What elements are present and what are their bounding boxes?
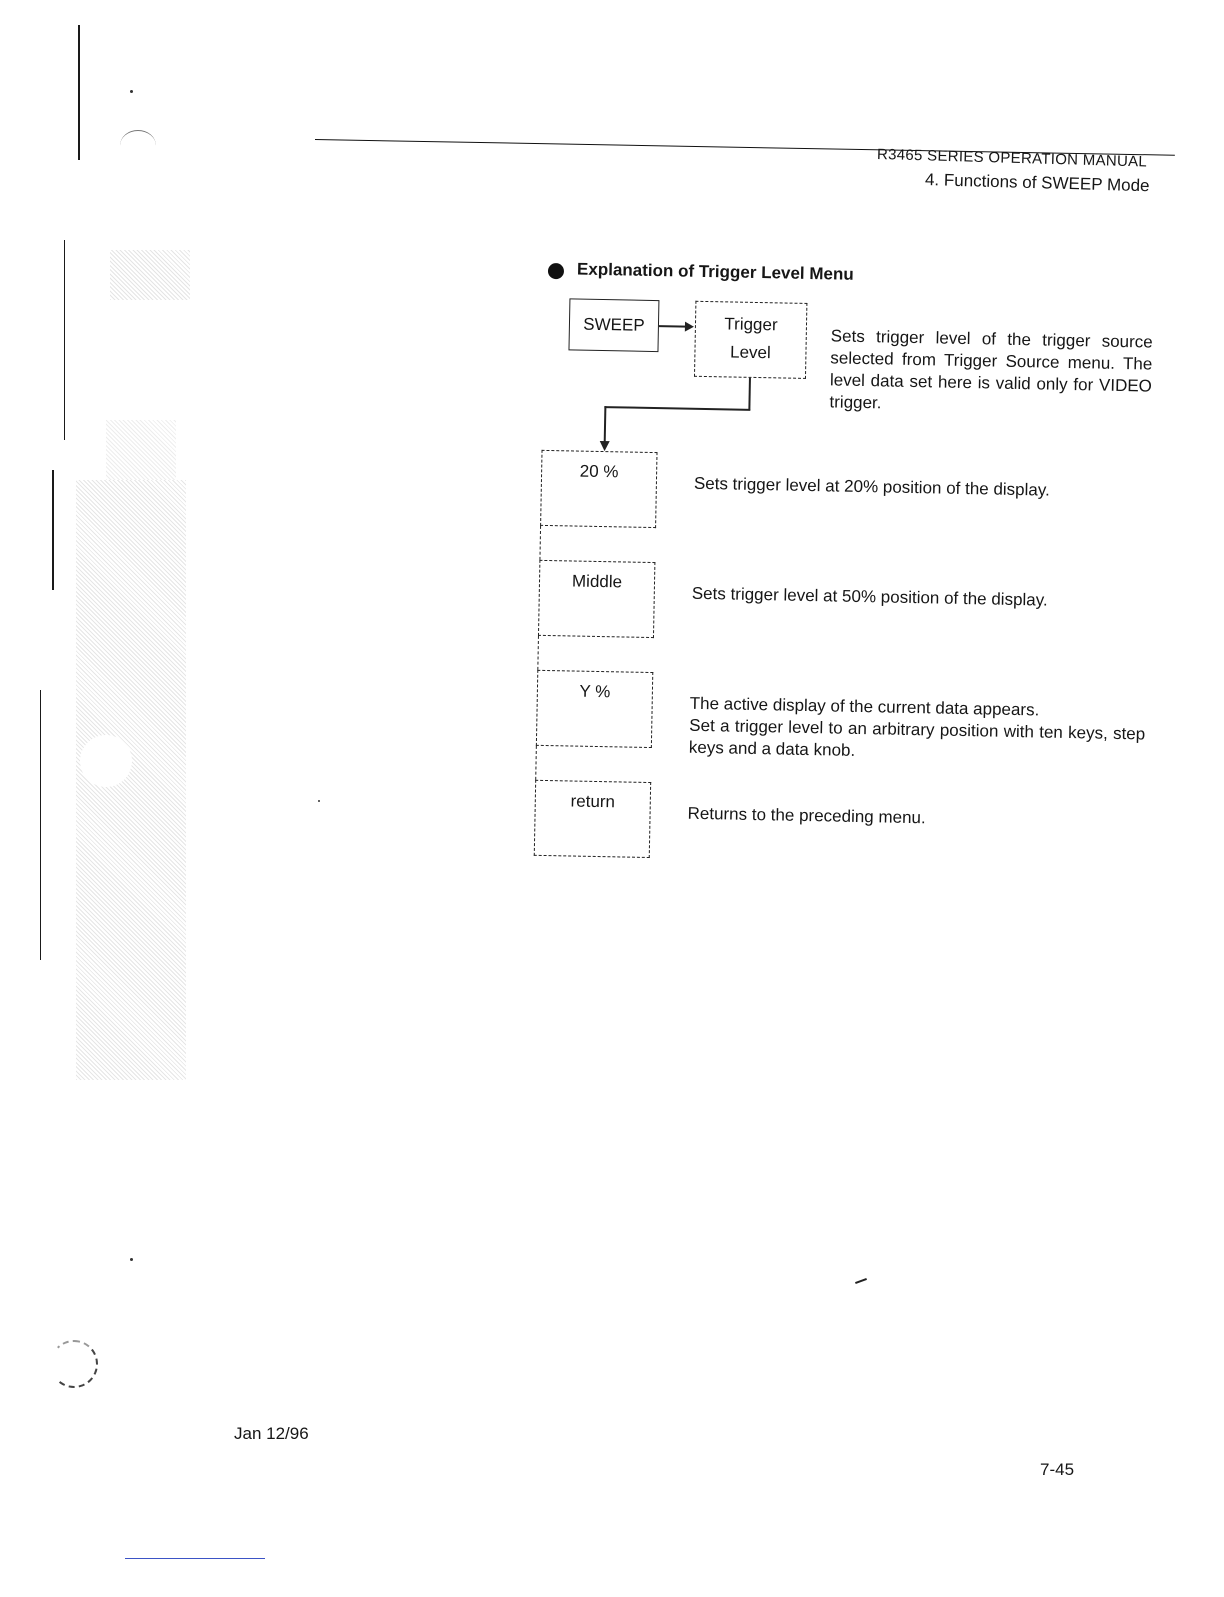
arrow-right-icon [685, 322, 694, 332]
page-number: 7-45 [1040, 1460, 1075, 1479]
trigger-level-key [694, 301, 807, 379]
bullet-icon [548, 263, 564, 279]
trigger-level-key-line2: Level [729, 342, 771, 363]
footer-date: Jan 12/96 [234, 1424, 309, 1443]
softkey-label: 20 % [579, 461, 619, 482]
connector-line [537, 636, 540, 670]
trigger-level-key-line1: Trigger [724, 314, 778, 335]
softkey-label: Y % [579, 681, 611, 702]
softkey-label: Middle [571, 571, 623, 592]
softkey-label: return [570, 791, 616, 812]
connector-line [604, 406, 750, 410]
softkey-middle [538, 560, 655, 638]
softkey-description-line2: Set a trigger level to an arbitrary position with ten keys, step keys and a data knob. [688, 715, 1146, 760]
footer-rule [125, 1558, 265, 1559]
connector-line [539, 526, 542, 560]
softkey-description: Returns to the preceding menu. [687, 803, 926, 828]
arrow-down-icon [600, 441, 610, 451]
sweep-key-label: SWEEP [583, 314, 645, 335]
softkey-20-percent [540, 450, 657, 528]
connector-line [604, 406, 606, 444]
softkey-y-percent [536, 670, 653, 748]
softkey-description: Sets trigger level at 50% position of the display. [691, 583, 1048, 610]
connector-line [659, 325, 687, 327]
manual-title: R3465 SERIES OPERATION MANUAL [876, 146, 1148, 171]
softkey-return [534, 780, 651, 858]
sweep-key [568, 298, 659, 352]
softkey-description: Sets trigger level at 20% position of the display. [693, 473, 1050, 500]
softkey-description-line1: The active display of the current data appears. [689, 693, 1040, 720]
connector-line [535, 746, 538, 780]
trigger-level-description: Sets trigger level of the trigger source selected from Trigger Source menu. The level data set here is valid only for VIDEO trigger. [829, 326, 1153, 413]
softkey-description [689, 693, 1146, 768]
section-heading: Explanation of Trigger Level Menu [576, 259, 854, 284]
chapter-title: 4. Functions of SWEEP Mode [924, 170, 1150, 196]
connector-line [748, 378, 750, 410]
